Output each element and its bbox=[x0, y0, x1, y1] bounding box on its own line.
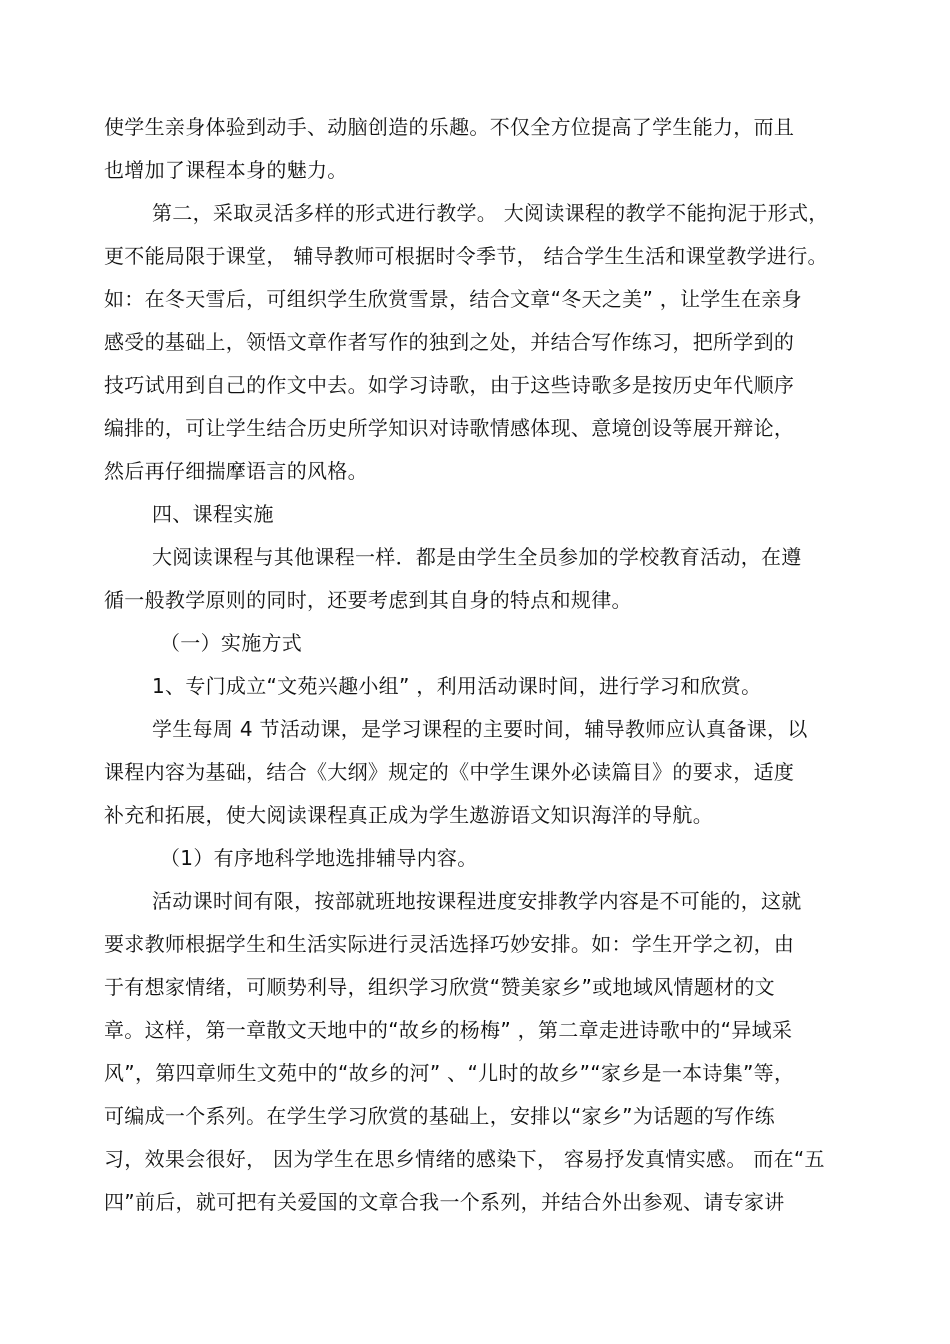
text-line: 章。这样，第一章散文天地中的“故乡的杨梅” ，第二章走进诗歌中的“异域采 bbox=[104, 1018, 793, 1042]
text-line: 要求教师根据学生和生活实际进行灵活选择巧妙安排。如：学生开学之初，由 bbox=[104, 932, 795, 956]
text-line: 学生每周 4 节活动课，是学习课程的主要时间，辅导教师应认真备课，以 bbox=[152, 717, 808, 741]
text-line: 更不能局限于课堂， 辅导教师可根据时令季节， 结合学生生活和课堂教学进行。 bbox=[104, 244, 828, 268]
text-line: 可编成一个系列。在学生学习欣赏的基础上，安排以“家乡”为话题的写作练 bbox=[104, 1104, 775, 1128]
text-line: 使学生亲身体验到动手、动脑创造的乐趣。不仅全方位提高了学生能力，而且 bbox=[104, 115, 795, 139]
text-line: 技巧试用到自己的作文中去。如学习诗歌，由于这些诗歌多是按历史年代顺序 bbox=[104, 373, 795, 397]
text-line: 于有想家情绪，可顺势利导，组织学习欣赏“赞美家乡”或地域风情题材的文 bbox=[104, 975, 775, 999]
section-heading: 四、课程实施 bbox=[152, 502, 274, 526]
text-line: 编排的，可让学生结合历史所学知识对诗歌情感体现、意境创设等展开辩论， bbox=[104, 416, 795, 440]
text-line: 也增加了课程本身的魅力。 bbox=[104, 158, 348, 182]
text-line: 大阅读课程与其他课程一样．都是由学生全员参加的学校教育活动，在遵 bbox=[152, 545, 802, 569]
subsection-heading: （一）实施方式 bbox=[160, 631, 303, 655]
text-line: 1、专门成立“文苑兴趣小组” ，利用活动课时间，进行学习和欣赏。 bbox=[152, 674, 762, 698]
text-line: 课程内容为基础，结合《大纲》规定的《中学生课外必读篇目》的要求，适度 bbox=[104, 760, 795, 784]
subsection-heading: （1）有序地科学地选排辅导内容。 bbox=[160, 846, 478, 870]
text-line: 活动课时间有限，按部就班地按课程进度安排教学内容是不可能的，这就 bbox=[152, 889, 802, 913]
text-line: 补充和拓展，使大阅读课程真正成为学生遨游语文知识海洋的导航。 bbox=[104, 803, 713, 827]
text-line: 然后再仔细揣摩语言的风格。 bbox=[104, 459, 368, 483]
text-line: 如：在冬天雪后，可组织学生欣赏雪景，结合文章“冬天之美” ，让学生在亲身 bbox=[104, 287, 802, 311]
text-line: 习，效果会很好， 因为学生在思乡情绪的感染下， 容易抒发真情实感。 而在“五 bbox=[104, 1147, 825, 1171]
text-line: 感受的基础上，领悟文章作者写作的独到之处，并结合写作练习，把所学到的 bbox=[104, 330, 795, 354]
text-line: 风”，第四章师生文苑中的“故乡的河” 、“儿时的故乡”“家乡是一本诗集”等， bbox=[104, 1061, 795, 1085]
text-line: 循一般教学原则的同时，还要考虑到其自身的特点和规律。 bbox=[104, 588, 632, 612]
text-line: 第二，采取灵活多样的形式进行教学。 大阅读课程的教学不能拘泥于形式， bbox=[152, 201, 829, 225]
text-line: 四”前后，就可把有关爱国的文章合我一个系列，并结合外出参观、请专家讲 bbox=[104, 1190, 785, 1214]
